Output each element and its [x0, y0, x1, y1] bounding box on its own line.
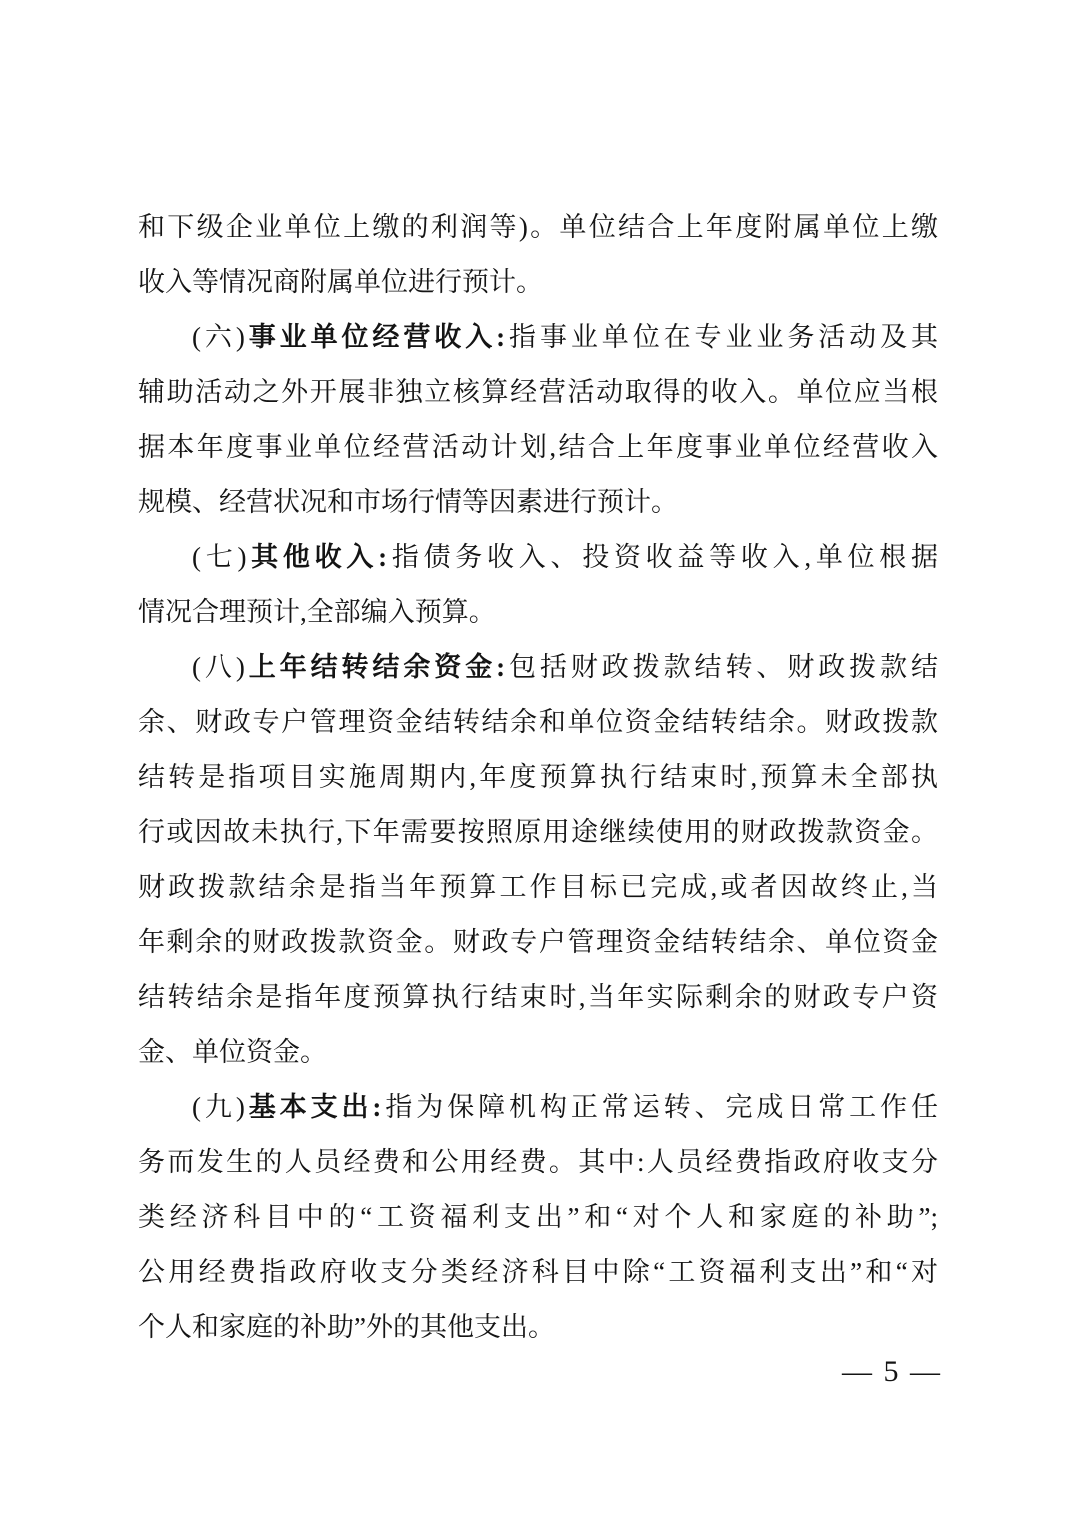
section-6-heading-line — [138, 310, 938, 365]
section-heading: 上年结转结余资金: — [244, 652, 506, 682]
text-line: 公用经费指政府收支分类经济科目中除“工资福利支出”和“对 — [138, 1257, 938, 1287]
section-number: (八) — [192, 652, 245, 682]
text-line: 和下级企业单位上缴的利润等)。单位结合上年度附属单位上缴 — [138, 212, 938, 242]
text-line: 类经济科目中的“工资福利支出”和“对个人和家庭的补助”; — [138, 1202, 938, 1232]
text-line: 行或因故未执行,下年需要按照原用途继续使用的财政拨款资金。 — [138, 817, 938, 847]
section-heading: 其他收入: — [246, 542, 388, 572]
section-8-heading-line — [138, 640, 938, 695]
document-body — [138, 200, 938, 1355]
section-body-start: 指事业单位在专业业务活动及其 — [505, 322, 938, 352]
text-line: 余、财政专户管理资金结转结余和单位资金结转结余。财政拨款 — [138, 707, 938, 737]
page-footer — [842, 1352, 942, 1392]
text-line: 金、单位资金。 — [138, 1037, 327, 1067]
text-line: 财政拨款结余是指当年预算工作目标已完成,或者因故终止,当 — [138, 872, 938, 902]
text-line: 据本年度事业单位经营活动计划,结合上年度事业单位经营收入 — [138, 432, 938, 462]
text-line: 情况合理预计,全部编入预算。 — [138, 597, 496, 627]
section-body-start: 指为保障机构正常运转、完成日常工作任 — [381, 1092, 939, 1122]
section-9-heading-line — [138, 1080, 938, 1135]
section-heading: 事业单位经营收入: — [244, 322, 506, 352]
text-line: 辅助活动之外开展非独立核算经营活动取得的收入。单位应当根 — [138, 377, 938, 407]
text-line: 务而发生的人员经费和公用经费。其中:人员经费指政府收支分 — [138, 1147, 938, 1177]
section-number: (六) — [192, 322, 245, 352]
section-body-start: 包括财政拨款结转、财政拨款结 — [505, 652, 938, 682]
section-7-heading-line — [138, 530, 938, 585]
text-line: 规模、经营状况和市场行情等因素进行预计。 — [138, 487, 678, 517]
section-number: (九) — [192, 1092, 245, 1122]
text-line: 年剩余的财政拨款资金。财政专户管理资金结转结余、单位资金 — [138, 927, 938, 957]
text-line: 个人和家庭的补助”外的其他支出。 — [138, 1312, 555, 1342]
section-number: (七) — [192, 542, 247, 572]
text-line: 结转结余是指年度预算执行结束时,当年实际剩余的财政专户资 — [138, 982, 938, 1012]
section-heading: 基本支出: — [244, 1092, 382, 1122]
page-number: — 5 — — [842, 1355, 942, 1388]
text-line: 收入等情况商附属单位进行预计。 — [138, 267, 543, 297]
text-line: 结转是指项目实施周期内,年度预算执行结束时,预算未全部执 — [138, 762, 938, 792]
section-body-start: 指债务收入、投资收益等收入,单位根据 — [387, 542, 939, 572]
